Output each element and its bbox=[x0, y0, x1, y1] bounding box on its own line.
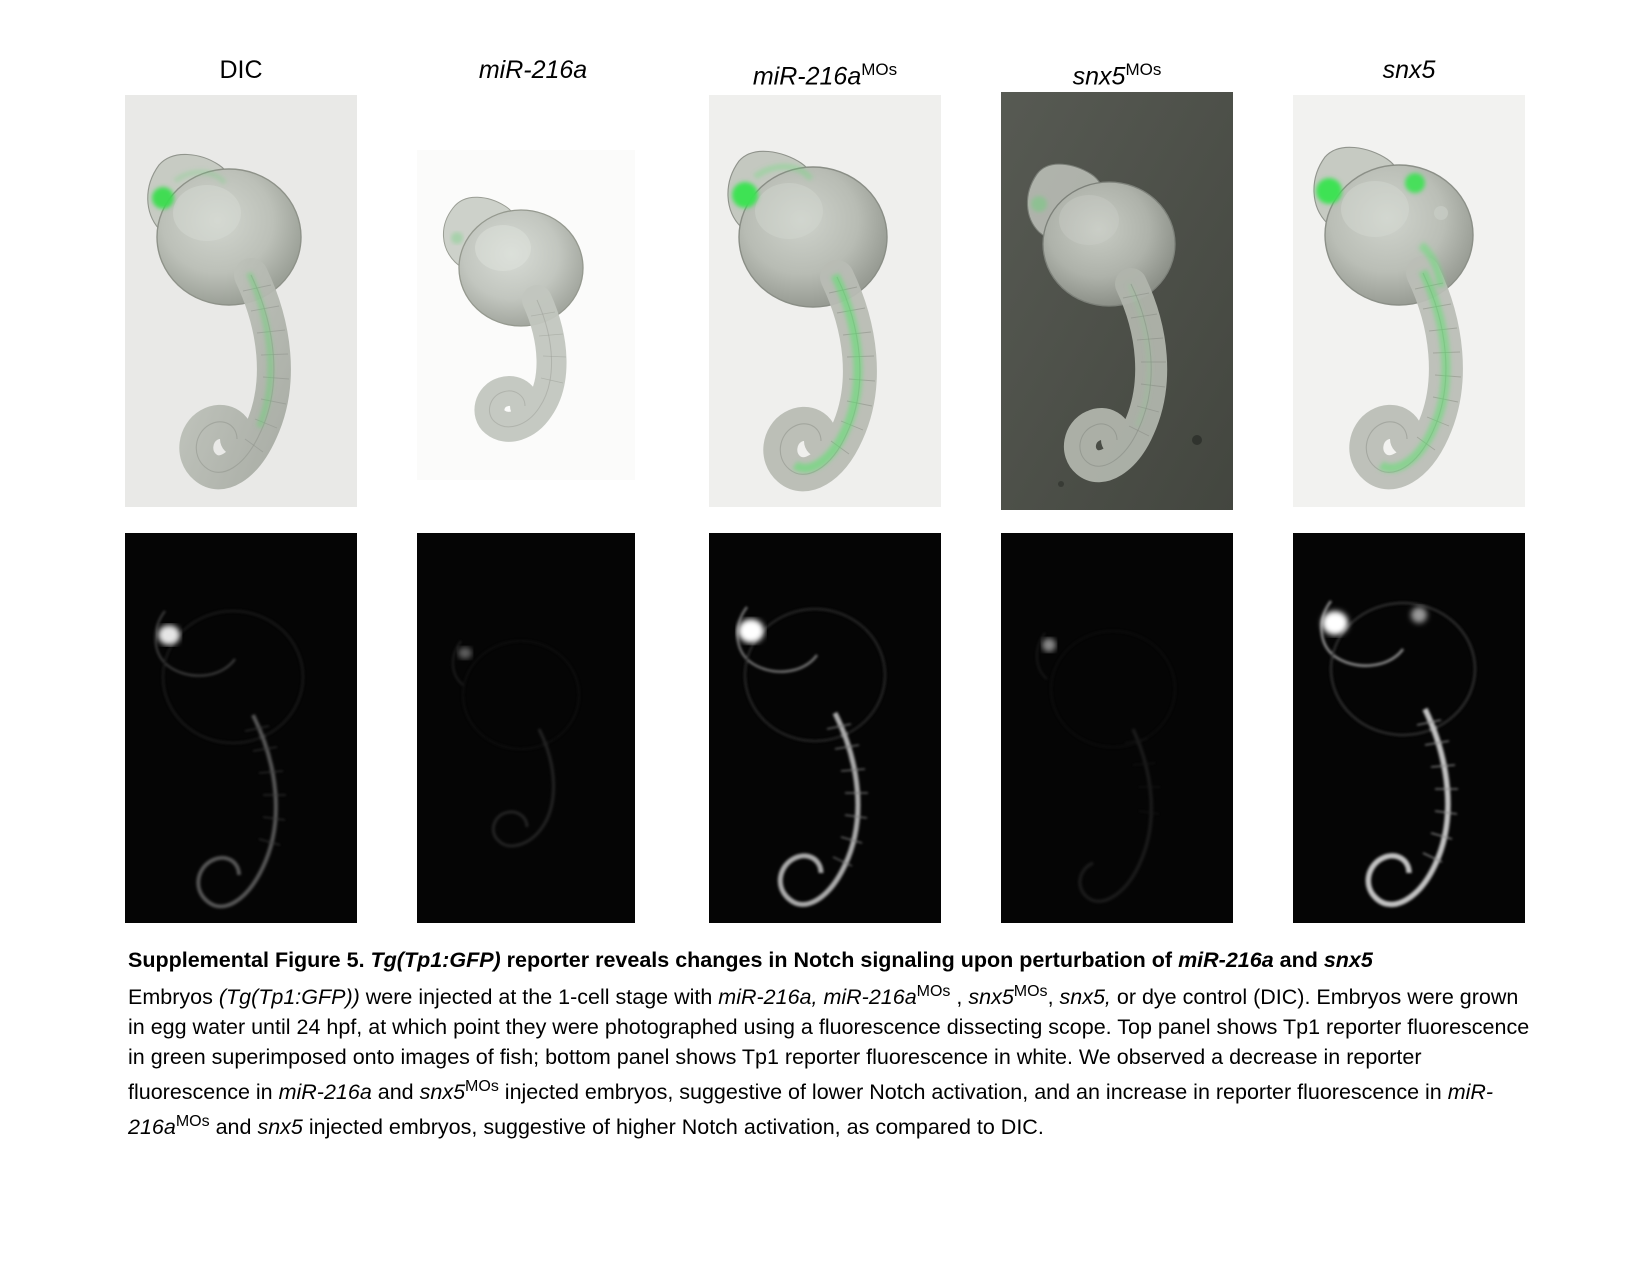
figure-title-italic-2: miR-216a bbox=[1178, 948, 1274, 972]
panel-dic-merge bbox=[125, 95, 357, 507]
column-header-snx5-mos-sup: MOs bbox=[1125, 60, 1162, 79]
panel-snx5-mos-merge bbox=[1001, 92, 1233, 510]
caption-body-italic-5: miR-216a bbox=[278, 1080, 372, 1105]
panel-snx5-gfp bbox=[1293, 533, 1525, 923]
column-header-dic-text: DIC bbox=[219, 56, 263, 84]
column-header-mir216a-mos bbox=[709, 55, 941, 91]
caption-body-9: injected embryos, suggestive of higher Notch activation, as compared to DIC. bbox=[302, 1115, 1044, 1140]
caption-body-italic-1: (Tg(Tp1:GFP)) bbox=[218, 985, 360, 1010]
panel-mir216a-gfp bbox=[417, 533, 635, 923]
column-header-snx5-mos bbox=[1001, 55, 1233, 91]
caption-body-7: injected embryos, suggestive of lower Notch activation, and an increase in reporter fluorescence in bbox=[498, 1080, 1448, 1105]
embryo-image-mir216a-merge bbox=[417, 150, 635, 480]
caption-body-italic-7: miR-216a bbox=[128, 1080, 1494, 1140]
figure-title-italic-1: Tg(Tp1:GFP) bbox=[370, 948, 501, 972]
caption-body-2: were injected at the 1-cell stage with bbox=[359, 985, 719, 1010]
panel-row-fluorescence bbox=[125, 533, 1525, 923]
panel-row-merged bbox=[125, 95, 1525, 507]
caption-body-sup-1: MOs bbox=[916, 983, 951, 1000]
embryo-image-dic-gfp bbox=[125, 533, 357, 923]
figure-caption-body bbox=[128, 977, 1533, 1142]
embryo-image-snx5-merge bbox=[1293, 95, 1525, 507]
panel-mir216a-mos-merge bbox=[709, 95, 941, 507]
caption-body-italic-4: snx5, bbox=[1059, 985, 1111, 1010]
caption-body-6: and bbox=[371, 1080, 420, 1105]
panel-snx5-merge bbox=[1293, 95, 1525, 507]
figure-title-and: and bbox=[1273, 948, 1324, 972]
column-header-dic bbox=[125, 55, 357, 85]
caption-body-italic-8: snx5 bbox=[257, 1115, 303, 1140]
figure-title-italic-3: snx5 bbox=[1323, 948, 1373, 972]
figure-caption-title bbox=[128, 945, 1533, 975]
caption-body-1: Embryos bbox=[128, 985, 219, 1010]
embryo-image-mir216a-mos-gfp bbox=[709, 533, 941, 923]
caption-body-8: and bbox=[209, 1115, 258, 1140]
column-header-snx5-mos-text: snx5 bbox=[1072, 62, 1126, 91]
caption-body-3: , bbox=[950, 985, 969, 1010]
panel-mir216a-mos-gfp bbox=[709, 533, 941, 923]
caption-body-4: , bbox=[1047, 985, 1060, 1010]
caption-body-italic-2: miR-216a, miR-216a bbox=[718, 985, 917, 1010]
column-header-mir216a bbox=[417, 55, 649, 85]
embryo-image-dic-merge bbox=[125, 95, 357, 507]
caption-body-italic-3: snx5 bbox=[968, 985, 1014, 1010]
caption-body-sup-4: MOs bbox=[175, 1113, 210, 1131]
column-header-snx5 bbox=[1293, 55, 1525, 85]
caption-body-italic-6: snx5 bbox=[419, 1080, 466, 1105]
figure-label: Supplemental Figure 5. bbox=[128, 948, 365, 972]
panel-mir216a-merge bbox=[417, 150, 635, 480]
column-header-mir216a-text: miR-216a bbox=[478, 56, 588, 84]
figure-caption bbox=[128, 945, 1533, 1142]
caption-body-sup-3: MOs bbox=[465, 1078, 499, 1096]
embryo-image-snx5-mos-merge bbox=[1001, 92, 1233, 510]
column-header-mir216a-mos-sup: MOs bbox=[861, 60, 898, 79]
embryo-image-mir216a-mos-merge bbox=[709, 95, 941, 507]
figure-title-rest: reporter reveals changes in Notch signaling upon perturbation of bbox=[500, 948, 1179, 972]
embryo-image-snx5-mos-gfp bbox=[1001, 533, 1233, 923]
caption-body-sup-2: MOs bbox=[1013, 983, 1048, 1000]
embryo-image-snx5-gfp bbox=[1293, 533, 1525, 923]
panel-dic-gfp bbox=[125, 533, 357, 923]
column-header-mir216a-mos-text: miR-216a bbox=[752, 62, 862, 91]
column-headers bbox=[125, 55, 1525, 95]
column-header-snx5-text: snx5 bbox=[1382, 56, 1436, 84]
panel-snx5-mos-gfp bbox=[1001, 533, 1233, 923]
caption-body-5: or dye control (DIC). Embryos were grown in egg water until 24 hpf, at which point they were photographed using a fluorescence dissecting scope. Top panel shows Tp1 reporter fluorescence in green superimposed onto images of fish; bottom panel shows Tp1 reporter fluorescence in white. We observed a decrease in reporter fluorescence in bbox=[128, 985, 1530, 1105]
embryo-image-mir216a-gfp bbox=[417, 533, 635, 923]
